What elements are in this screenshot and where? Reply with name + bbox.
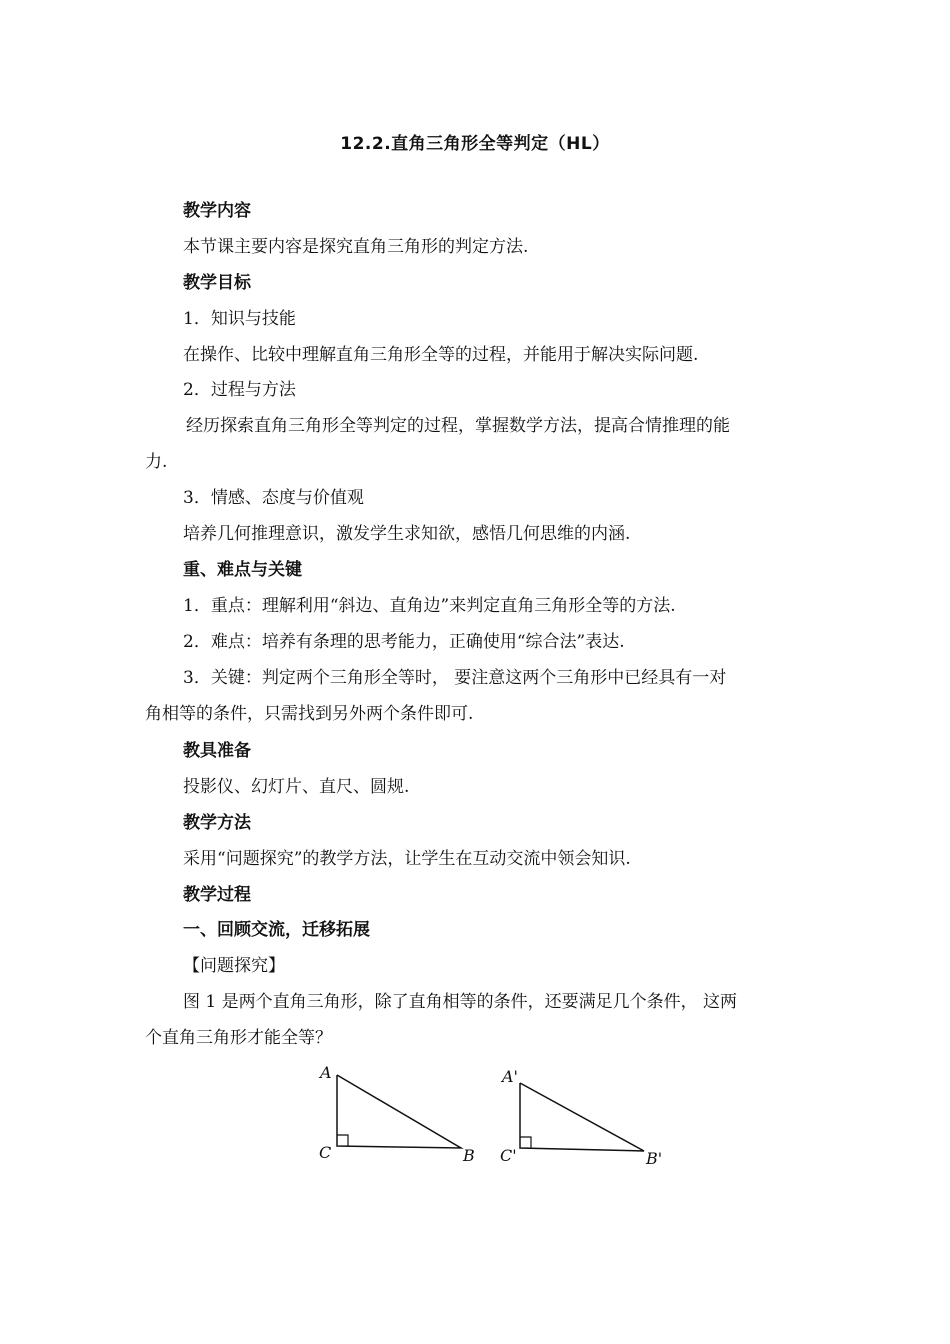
key-point-3-line-2: 角相等的条件，只需找到另外两个条件即可. — [145, 704, 474, 724]
vertex-label-a-prime: A' — [502, 1067, 518, 1086]
right-triangles-figure — [300, 1058, 700, 1178]
heading-step-1: 一、回顾交流，迁移拓展 — [183, 920, 370, 940]
heading-teaching-method: 教学方法 — [183, 813, 251, 833]
goal-3-text: 培养几何推理意识，激发学生求知欲，感悟几何思维的内涵. — [183, 524, 631, 544]
vertex-label-b: B — [463, 1146, 475, 1165]
heading-teaching-tools: 教具准备 — [183, 741, 251, 761]
triangle-abc-prime — [500, 1067, 662, 1168]
question-line-1: 图 1 是两个直角三角形，除了直角相等的条件，还要满足几个条件， 这两 — [183, 992, 738, 1012]
vertex-label-c: C — [319, 1143, 332, 1162]
vertex-label-c-prime: C' — [500, 1146, 517, 1165]
triangle-abc — [318, 1063, 475, 1165]
vertex-label-a: A — [320, 1063, 332, 1082]
heading-key-points: 重、难点与关键 — [183, 560, 302, 580]
goal-2-text-line-1: 经历探索直角三角形全等判定的过程，掌握数学方法，提高合情推理的能 — [186, 416, 730, 436]
key-point-2: 2．难点：培养有条理的思考能力，正确使用“综合法”表达. — [183, 632, 625, 652]
heading-teaching-process: 教学过程 — [183, 885, 251, 905]
key-point-1: 1．重点：理解利用“斜边、直角边”来判定直角三角形全等的方法. — [183, 596, 676, 616]
goal-1-text: 在操作、比较中理解直角三角形全等的过程，并能用于解决实际问题. — [183, 345, 699, 365]
paragraph-teaching-method: 采用“问题探究”的教学方法，让学生在互动交流中领会知识. — [183, 849, 631, 869]
page-title: 12.2.直角三角形全等判定（HL） — [340, 134, 610, 154]
paragraph-teaching-content: 本节课主要内容是探究直角三角形的判定方法. — [183, 237, 529, 257]
key-point-3-line-1: 3．关键：判定两个三角形全等时， 要注意这两个三角形中已经具有一对 — [183, 668, 727, 688]
explore-label: 【问题探究】 — [183, 956, 285, 976]
paragraph-teaching-tools: 投影仪、幻灯片、直尺、圆规. — [183, 777, 410, 797]
goal-2-title: 2．过程与方法 — [183, 380, 296, 400]
goal-2-text-line-2: 力. — [145, 452, 168, 472]
goal-1-title: 1．知识与技能 — [183, 309, 296, 329]
goal-3-title: 3．情感、态度与价值观 — [183, 488, 364, 508]
question-line-2: 个直角三角形才能全等？ — [145, 1028, 332, 1048]
heading-teaching-content: 教学内容 — [183, 201, 251, 221]
heading-teaching-goals: 教学目标 — [183, 273, 251, 293]
vertex-label-b-prime: B' — [646, 1149, 663, 1168]
